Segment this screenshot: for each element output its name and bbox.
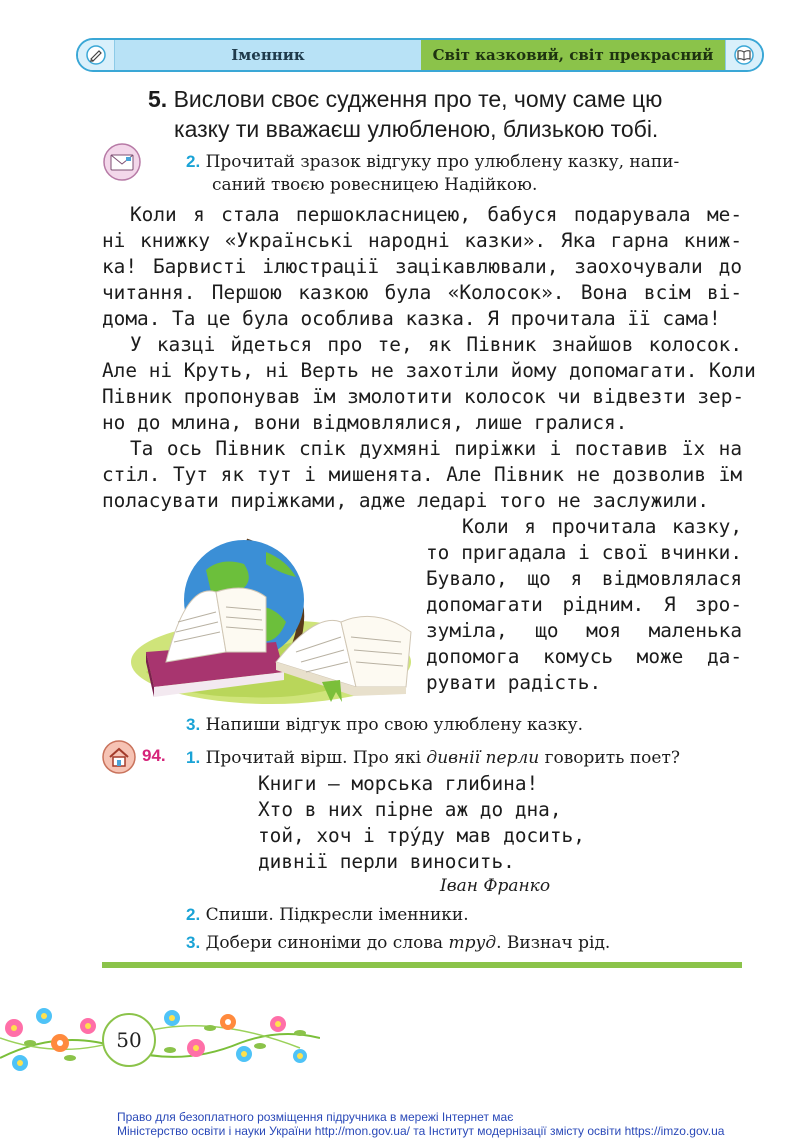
story-line: Коли я прочитала казку, [462, 515, 742, 538]
story-line: допомагати рідним. Я зро- [426, 593, 742, 616]
pen-icon [78, 40, 115, 70]
poem-line: дивнії перли виносить. [258, 850, 515, 873]
task-text: Напиши відгук про свою улюблену казку. [205, 715, 584, 735]
exercise-number [142, 746, 166, 766]
task-text: Спиши. Підкресли іменники. [205, 905, 469, 925]
poem-line: той, хоч і тру́ду мав досить, [258, 824, 585, 847]
task-text-line: саний твоєю ровесницею Надійкою. [212, 175, 538, 195]
task-text: Добери синоніми до слова [205, 933, 449, 953]
story-line: допомога комусь може да- [426, 645, 742, 668]
story-paragraph-1 [102, 202, 742, 332]
book-icon [725, 40, 762, 70]
exercise-94-number: 94. [142, 746, 166, 765]
task-text: Прочитай вірш. Про які [205, 748, 427, 768]
story-line: Коли я стала першокласницею, бабуся подарувала ме- [130, 203, 742, 226]
house-icon [102, 740, 136, 778]
story-paragraph-4 [426, 514, 742, 696]
task-text-line: Вислови своє судження про те, чому саме цю [173, 86, 663, 112]
task-number: 3. [186, 933, 201, 952]
story-line: ка! Барвисті ілюстрації зацікавлювали, заохочували до [102, 255, 742, 278]
story-line: зуміла, що моя маленька [426, 619, 742, 642]
globe-books-illustration [126, 512, 426, 716]
story-line: Але ні Круть, ні Верть не захотіли йому допомагати. Коли [102, 359, 756, 382]
letter-icon [102, 142, 142, 186]
exercise-94-task-1 [186, 746, 680, 770]
poem-line: Хто в них пірне аж до дна, [258, 798, 562, 821]
task-text: говорить поет? [539, 748, 680, 768]
story-paragraph-3 [102, 436, 742, 514]
bottom-divider [102, 962, 742, 968]
page-number: 50 [102, 1013, 156, 1067]
poem-line: Книги — морська глибина! [258, 772, 539, 795]
task-number: 5. [148, 86, 168, 112]
story-line: дома. Та це була особлива казка. Я прочитала її сама! [102, 307, 721, 330]
task-text-line: Прочитай зразок відгуку про улюблену казку, напи- [205, 152, 680, 172]
story-line: читання. Першою казкою була «Колосок». Вона всім ві- [102, 281, 742, 304]
poem [258, 771, 585, 875]
story-line: Півник пропонував їм змолотити колосок чи відвезти зер- [102, 385, 745, 408]
story-line: рувати радість. [426, 671, 602, 694]
task-text: . Визнач рід. [496, 933, 611, 953]
task-number: 3. [186, 715, 201, 734]
task-text-line: казку ти вважаєш улюбленою, близькою тобі. [174, 116, 659, 142]
story-line: У казці йдеться про те, як Півник знайшов колосок. [130, 333, 742, 356]
footer-rights-line: Право для безоплатного розміщення підручника в мережі Інтернет має [117, 1110, 514, 1124]
task-number: 2. [186, 905, 201, 924]
footer-ministry-line: Міністерство освіти і науки України http://mon.gov.ua/ та Інститут модернізації змісту освіти https://imzo.gov.ua [117, 1124, 725, 1138]
task-number: 2. [186, 152, 201, 171]
header-section-title: Іменник [115, 40, 421, 70]
flower-border-decoration [0, 988, 320, 1092]
task-2 [186, 150, 746, 197]
poem-author: Іван Франко [440, 876, 551, 896]
story-line: Та ось Півник спік духмяні пиріжки і поставив їх на [130, 437, 742, 460]
task-5 [148, 84, 748, 144]
task-3-review [186, 713, 583, 737]
task-text-italic: дивнії перли [426, 748, 540, 768]
header-chapter-title: Світ казковий, світ прекрасний [421, 40, 725, 70]
story-line: то пригадала і свої вчинки. [426, 541, 742, 564]
task-text-italic: труд [448, 933, 497, 953]
story-line: стіл. Тут як тут і мишенята. Але Півник не дозволив їм [102, 463, 742, 486]
page-header [76, 38, 764, 72]
story-line: ні книжку «Українські народні казки». Яка гарна книж- [102, 229, 742, 252]
exercise-94-task-3 [186, 931, 610, 955]
story-line: поласувати пиріжками, адже ледарі того не заслужили. [102, 489, 710, 512]
task-number: 1. [186, 748, 201, 767]
story-line: но до млина, вони відмовлялися, лише гралися. [102, 411, 628, 434]
exercise-94-task-2 [186, 903, 469, 927]
story-line: Бувало, що я відмовлялася [426, 567, 742, 590]
story-paragraph-2 [102, 332, 756, 436]
